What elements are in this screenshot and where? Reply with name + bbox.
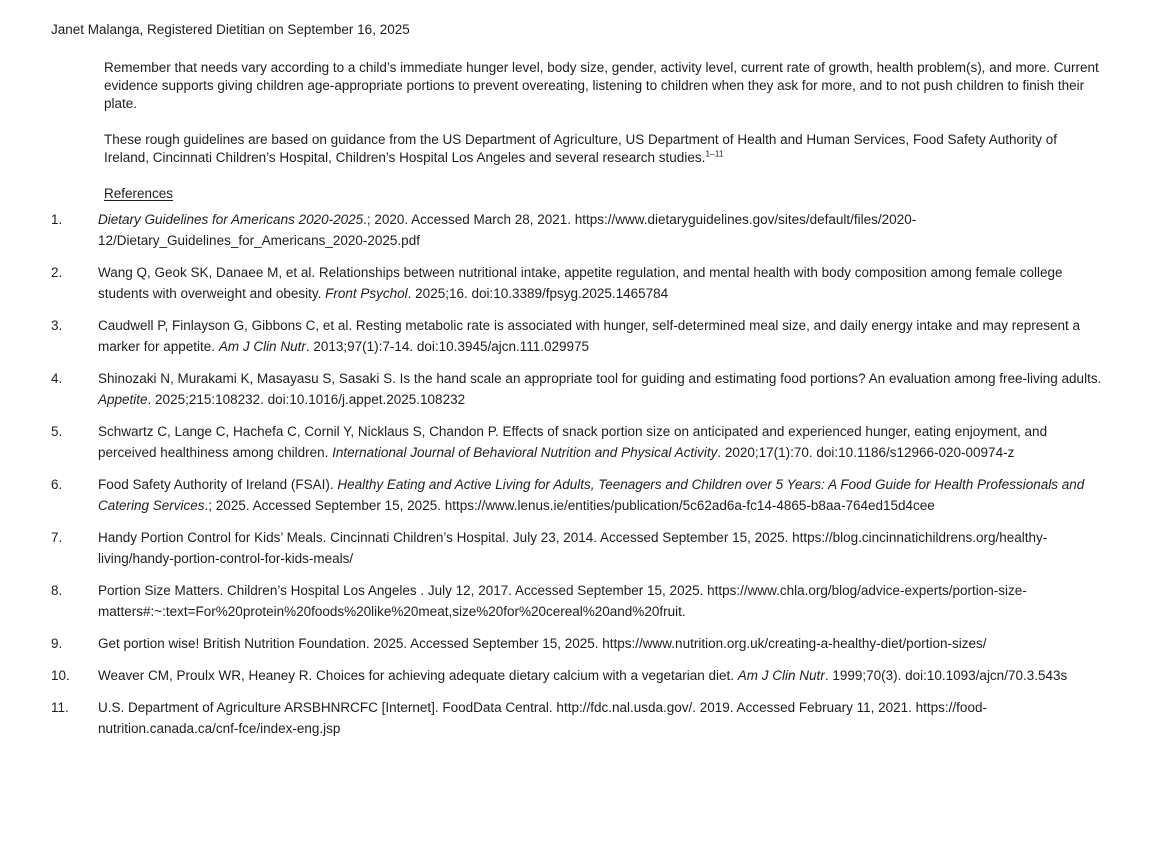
reference-item — [51, 368, 1109, 410]
reference-segment-italic: Dietary Guidelines for Americans 2020-2025 — [98, 212, 364, 227]
reference-item — [51, 633, 1109, 654]
reference-text — [98, 209, 1109, 251]
reference-item — [51, 474, 1109, 516]
reference-segment-italic: Healthy Eating and Active Living for Adults, Teenagers and Children over 5 Years: A Food Guide for Health Professionals and Catering Services — [98, 477, 1085, 513]
reference-segment: Weaver CM, Proulx WR, Heaney R. Choices for achieving adequate dietary calcium with a vegetarian diet. — [98, 668, 738, 683]
references-list — [51, 209, 1109, 739]
reference-segment: . 1999;70(3). doi:10.1093/ajcn/70.3.543s — [824, 668, 1068, 683]
reference-text — [98, 527, 1109, 569]
reference-segment: U.S. Department of Agriculture ARSBHNRCFC [Internet]. FoodData Central. http://fdc.nal.usda.gov/. 2019. Accessed February 11, 2021. https://food-nutrition.canada.ca/cnf-fce/index-eng.jsp — [98, 700, 987, 736]
reference-segment: .; 2020. Accessed March 28, 2021. https://www.dietaryguidelines.gov/sites/default/files/2020-12/Dietary_Guidelines_for_Americans_2020-2025.pdf — [98, 212, 917, 248]
reference-item — [51, 262, 1109, 304]
reference-text — [98, 633, 1109, 654]
reference-segment: . 2025;215:108232. doi:10.1016/j.appet.2025.108232 — [147, 392, 466, 407]
reference-segment: Food Safety Authority of Ireland (FSAI). — [98, 477, 338, 492]
reference-item — [51, 580, 1109, 622]
reference-item — [51, 665, 1109, 686]
reference-number: 2. — [51, 265, 63, 280]
reference-segment-italic: International Journal of Behavioral Nutrition and Physical Activity — [332, 445, 718, 460]
reference-segment: Caudwell P, Finlayson G, Gibbons C, et al. Resting metabolic rate is associated with hunger, self-determined meal size, and daily energy intake and may represent a marker for appetite. — [98, 318, 1081, 354]
reference-text — [98, 315, 1109, 357]
citation-superscript: 1–11 — [705, 148, 724, 159]
reference-number: 6. — [51, 477, 63, 492]
reference-segment-italic: Am J Clin Nutr — [218, 339, 306, 354]
reference-segment-italic: Front Psychol — [325, 286, 408, 301]
reference-item — [51, 697, 1109, 739]
reference-number: 11. — [51, 700, 69, 715]
reference-number: 9. — [51, 636, 63, 651]
reference-segment: . 2013;97(1):7-14. doi:10.3945/ajcn.111.029975 — [305, 339, 590, 354]
reference-number: 1. — [51, 212, 63, 227]
reference-number: 3. — [51, 318, 63, 333]
reference-text — [98, 474, 1109, 516]
reference-item — [51, 209, 1109, 251]
reference-segment: Handy Portion Control for Kids’ Meals. Cincinnati Children’s Hospital. July 23, 2014. Accessed September 15, 2025. https://blog.cincinnatichildrens.org/healthy-living/handy-portion-control-for-kids-meals/ — [98, 530, 1048, 566]
reference-segment: . 2020;17(1):70. doi:10.1186/s12966-020-00974-z — [717, 445, 1015, 460]
reference-item — [51, 527, 1109, 569]
reference-number: 4. — [51, 371, 63, 386]
reference-segment: Schwartz C, Lange C, Hachefa C, Cornil Y, Nicklaus S, Chandon P. Effects of snack portion size on anticipated and experienced hunger, eating enjoyment, and perceived healthiness among children. — [98, 424, 1048, 460]
reference-number: 5. — [51, 424, 63, 439]
reference-segment: Wang Q, Geok SK, Danaee M, et al. Relationships between nutritional intake, appetite regulation, and mental health with body composition among female college students with overweight and obesity. — [98, 265, 1063, 301]
references-section — [51, 185, 1109, 750]
author-byline: Janet Malanga, Registered Dietitian on September 16, 2025 — [51, 22, 410, 37]
reference-segment-italic: Am J Clin Nutr — [737, 668, 825, 683]
reference-text — [98, 368, 1109, 410]
reference-number: 7. — [51, 530, 63, 545]
body-text — [104, 59, 1104, 185]
reference-number: 10. — [51, 668, 70, 683]
reference-text — [98, 697, 1109, 739]
reference-segment: Get portion wise! British Nutrition Foundation. 2025. Accessed September 15, 2025. https://www.nutrition.org.uk/creating-a-healthy-diet/portion-sizes/ — [98, 636, 987, 651]
paragraph-needs-vary: Remember that needs vary according to a child’s immediate hunger level, body size, gender, activity level, current rate of growth, health problem(s), and more. Current evidence supports giving children age-appropriate portions to prevent overeating, listening to children when they ask for more, and to not push children to finish their plate. — [104, 60, 1099, 111]
reference-item — [51, 421, 1109, 463]
reference-segment: Shinozaki N, Murakami K, Masayasu S, Sasaki S. Is the hand scale an appropriate tool for guiding and estimating food portions? An evaluation among free-living adults. — [98, 371, 1102, 386]
reference-item — [51, 315, 1109, 357]
reference-text — [98, 580, 1109, 622]
paragraph-guidelines — [104, 131, 1104, 167]
reference-segment: Portion Size Matters. Children’s Hospital Los Angeles . July 12, 2017. Accessed September 15, 2025. https://www.chla.org/blog/advice-experts/portion-size-matters#:~:text=For%20protein%20foods%20like%20meat,size%20for%20cereal%20and%20fruit. — [98, 583, 1027, 619]
references-heading: References — [104, 186, 174, 201]
reference-segment: . 2025;16. doi:10.3389/fpsyg.2025.1465784 — [407, 286, 669, 301]
reference-number: 8. — [51, 583, 63, 598]
reference-segment: .; 2025. Accessed September 15, 2025. https://www.lenus.ie/entities/publication/5c62ad6a-fc14-4865-b8aa-764ed15d4cee — [204, 498, 935, 513]
paragraph-guidelines-text: These rough guidelines are based on guidance from the US Department of Agriculture, US Department of Health and Human Services, Food Safety Authority of Ireland, Cincinnati Children’s Hospital, Children’s Hospital Los Angeles and several research studies. — [104, 132, 1058, 165]
reference-text — [98, 421, 1109, 463]
reference-text — [98, 262, 1109, 304]
reference-segment-italic: Appetite — [98, 392, 148, 407]
reference-text — [98, 665, 1109, 686]
